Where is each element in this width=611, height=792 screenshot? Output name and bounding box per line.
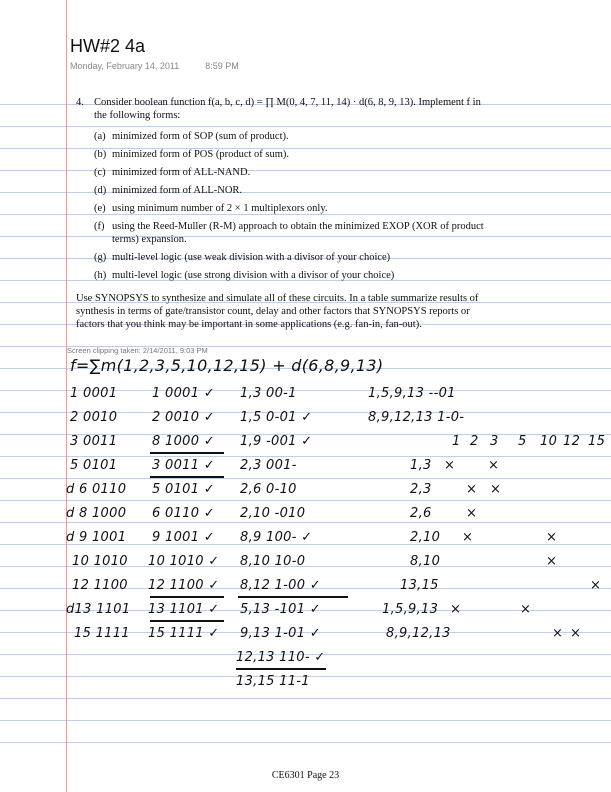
minterm-row: d 8 1000 bbox=[66, 506, 127, 521]
grouped-row: 6 0110 ✓ bbox=[152, 506, 215, 521]
group-divider bbox=[150, 596, 224, 598]
minterm-row: 12 1100 bbox=[72, 578, 128, 593]
grouped-row: 3 0011 ✓ bbox=[152, 458, 215, 473]
timestamp bbox=[70, 61, 265, 71]
grouped-row: 13 1101 ✓ bbox=[148, 602, 220, 617]
problem-items bbox=[76, 130, 488, 282]
problem-item: (b) minimized form of POS (product of sum). bbox=[94, 149, 290, 160]
grouped-row: 5 0101 ✓ bbox=[152, 482, 215, 497]
problem-item: (g) multi-level logic (use weak division with a divisor of your choice) bbox=[94, 252, 391, 263]
problem-item: (d) minimized form of ALL-NOR. bbox=[94, 185, 243, 196]
problem-clipping bbox=[76, 96, 488, 331]
pair-row: 2,6 0-10 bbox=[240, 482, 297, 497]
pair-row: 8,10 10-0 bbox=[240, 554, 306, 569]
problem-item: (a) minimized form of SOP (sum of product). bbox=[94, 131, 289, 142]
pair-row: 9,13 1-01 ✓ bbox=[240, 626, 321, 641]
problem-item: (c) minimized form of ALL-NAND. bbox=[94, 167, 251, 178]
cover-mark: × bbox=[488, 458, 500, 473]
chart-header: 12 bbox=[563, 434, 581, 449]
cover-mark: × bbox=[590, 578, 602, 593]
group-divider bbox=[238, 596, 348, 598]
problem-item: (h) multi-level logic (use strong division with a divisor of your choice) bbox=[94, 270, 395, 281]
minterm-row: d 6 0110 bbox=[66, 482, 127, 497]
minterm-row: 15 1111 bbox=[74, 626, 130, 641]
pair-row: 8,12 1-00 ✓ bbox=[240, 578, 321, 593]
function-expression: f=∑m(1,2,3,5,10,12,15) + d(6,8,9,13) bbox=[70, 356, 384, 375]
pair-row: 1,5 0-01 ✓ bbox=[240, 410, 313, 425]
grouped-row: 15 1111 ✓ bbox=[148, 626, 220, 641]
page-footer: CE6301 Page 23 bbox=[271, 770, 340, 781]
group-divider bbox=[236, 668, 326, 670]
cover-mark: × bbox=[466, 506, 478, 521]
minterm-row: 2 0010 bbox=[70, 410, 118, 425]
grouped-row: 9 1001 ✓ bbox=[152, 530, 215, 545]
chart-row-label: 13,15 bbox=[400, 578, 439, 593]
pair-row: 1,9 -001 ✓ bbox=[240, 434, 313, 449]
minterm-row: 5 0101 bbox=[70, 458, 118, 473]
problem-closing: Use SYNOPSYS to synthesize and simulate all of these circuits. In a table summarize results of synthesis in terms of gate/transistor count, delay and other factors that SYNOPSYS reports or factors that you think may be important in some applications (e.g. fan-in, fan-out). bbox=[76, 293, 479, 330]
cover-mark: × bbox=[546, 554, 558, 569]
chart-row-label: 2,6 bbox=[410, 506, 432, 521]
cover-mark: × bbox=[462, 530, 474, 545]
problem-intro-text: Consider boolean function f(a, b, c, d) = ∏ M(0, 4, 7, 11, 14) · d(6, 8, 9, 13). Implement f in the following forms: bbox=[94, 97, 481, 121]
chart-row-label: 8,9,12,13 bbox=[386, 626, 451, 641]
minterm-row: 3 0011 bbox=[70, 434, 118, 449]
minterm-row: d 9 1001 bbox=[66, 530, 127, 545]
cover-mark: × bbox=[450, 602, 462, 617]
time-text: 8:59 PM bbox=[205, 61, 239, 71]
minterm-row: 10 1010 bbox=[72, 554, 128, 569]
chart-header: 15 bbox=[588, 434, 606, 449]
pair-row: 2,10 -010 bbox=[240, 506, 306, 521]
grouped-row: 1 0001 ✓ bbox=[152, 386, 215, 401]
problem-number: 4. bbox=[76, 97, 84, 108]
chart-row-label: 8,10 bbox=[410, 554, 441, 569]
pair-row: 8,9 100- ✓ bbox=[240, 530, 313, 545]
grouped-row: 12 1100 ✓ bbox=[148, 578, 220, 593]
chart-header: 5 bbox=[518, 434, 527, 449]
pair-row: 1,3 00-1 bbox=[240, 386, 297, 401]
problem-item: (e) using minimum number of 2 × 1 multiplexors only. bbox=[94, 203, 328, 214]
page-title: HW#2 4a bbox=[70, 36, 146, 56]
cover-mark: × bbox=[466, 482, 478, 497]
group-divider bbox=[150, 620, 224, 622]
grouped-row: 2 0010 ✓ bbox=[152, 410, 215, 425]
problem-item: (f) using the Reed-Muller (R-M) approach to obtain the minimized EXOP (XOR of product terms) expansion. bbox=[94, 221, 484, 245]
date-text: Monday, February 14, 2011 bbox=[70, 61, 180, 71]
cover-mark: × bbox=[546, 530, 558, 545]
pair-row: 13,15 11-1 bbox=[236, 674, 310, 689]
cover-mark: × bbox=[490, 482, 502, 497]
quad-row: 8,9,12,13 1-0- bbox=[368, 410, 465, 425]
chart-header: 1 bbox=[452, 434, 461, 449]
chart-header: 2 bbox=[470, 434, 479, 449]
minterm-row: 1 0001 bbox=[70, 386, 118, 401]
chart-header: 10 bbox=[540, 434, 558, 449]
margin-line bbox=[66, 0, 67, 792]
cover-mark: × bbox=[570, 626, 582, 641]
group-divider bbox=[150, 452, 224, 454]
chart-row-label: 1,3 bbox=[410, 458, 432, 473]
chart-row-label: 1,5,9,13 bbox=[382, 602, 439, 617]
chart-row-label: 2,10 bbox=[410, 530, 441, 545]
quad-row: 1,5,9,13 --01 bbox=[368, 386, 456, 401]
cover-mark: × bbox=[552, 626, 564, 641]
pair-row: 2,3 001- bbox=[240, 458, 297, 473]
pair-row: 5,13 -101 ✓ bbox=[240, 602, 321, 617]
chart-header: 3 bbox=[490, 434, 499, 449]
pair-row: 12,13 110- ✓ bbox=[236, 650, 326, 665]
group-divider bbox=[150, 476, 224, 478]
clipping-note: Screen clipping taken: 2/14/2011, 9:03 PM bbox=[67, 346, 208, 355]
minterm-row: d13 1101 bbox=[66, 602, 131, 617]
grouped-row: 8 1000 ✓ bbox=[152, 434, 215, 449]
grouped-row: 10 1010 ✓ bbox=[148, 554, 220, 569]
cover-mark: × bbox=[444, 458, 456, 473]
cover-mark: × bbox=[520, 602, 532, 617]
chart-row-label: 2,3 bbox=[410, 482, 432, 497]
problem-intro bbox=[76, 96, 488, 122]
